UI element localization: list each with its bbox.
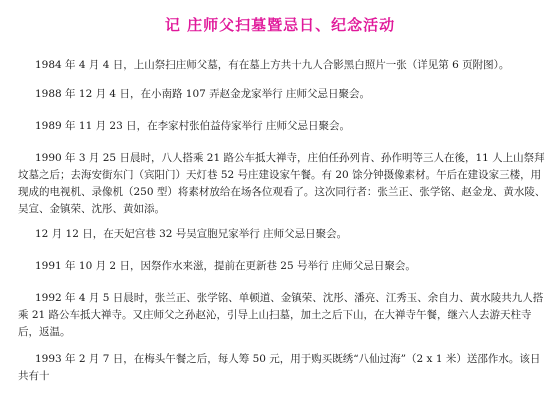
entry-1993: 1993 年 2 月 7 日，在梅头午餐之后，每人筹 50 元，用于购买既绣“八仙过海”（2 x 1 米）送邵作水。该日共有十 <box>18 353 541 382</box>
entry-1990-december: 12 月 12 日，在天妃宫巷 32 号吴宣胞兄家举行 庄师父忌日聚会。 <box>35 228 348 240</box>
page-title: 记 庄师父扫墓暨忌日、纪念活动 <box>164 16 396 34</box>
entry-1991: 1991 年 10 月 2 日，因祭作水来滋，提前在更新巷 25 号举行 庄师父忌日聚会。 <box>35 260 416 272</box>
entry-1988: 1988 年 12 月 4 日，在小南路 107 弄赵金龙家举行 庄师父忌日聚会。 <box>35 88 371 100</box>
entry-1984: 1984 年 4 月 4 日，上山祭扫庄师父墓，有在墓上方共十九人合影黑白照片一张（详见第 6 页附图）。 <box>35 59 510 71</box>
entry-1990-march: 1990 年 3 月 25 日晨时，八人搭乘 21 路公车抵大禅寺，庄伯任孙列肯、孙作明等三人在後，11 人上山祭拜坟墓之后；去海安街东门（宾阳门）天灯巷 52 号庄建设家午餐。有 20 馀分钟摄像素材。午后在建设家三楼，用现成的电视机、录像机（250 型）将素材放给在场各位观看了。这次同行者：张兰正、张学铭、赵金龙、黄水陵、吴宣、金镇荣、沈彤、黄如添。 <box>18 152 546 215</box>
entry-1992: 1992 年 4 月 5 日晨时，张兰正、张学铭、单顿道、金镇荣、沈彤、潘亮、江秀玉、余自力、黄水陵共九人搭乘 21 路公车抵大禅寺。又庄师父之孙赵沁，引导上山扫墓，加土之后下山，在大禅寺午餐，继六人去游天柱寺后，返温。 <box>18 292 544 338</box>
entry-1989: 1989 年 11 月 23 日，在李家村张伯益侍家举行 庄师父忌日聚会。 <box>35 120 350 132</box>
